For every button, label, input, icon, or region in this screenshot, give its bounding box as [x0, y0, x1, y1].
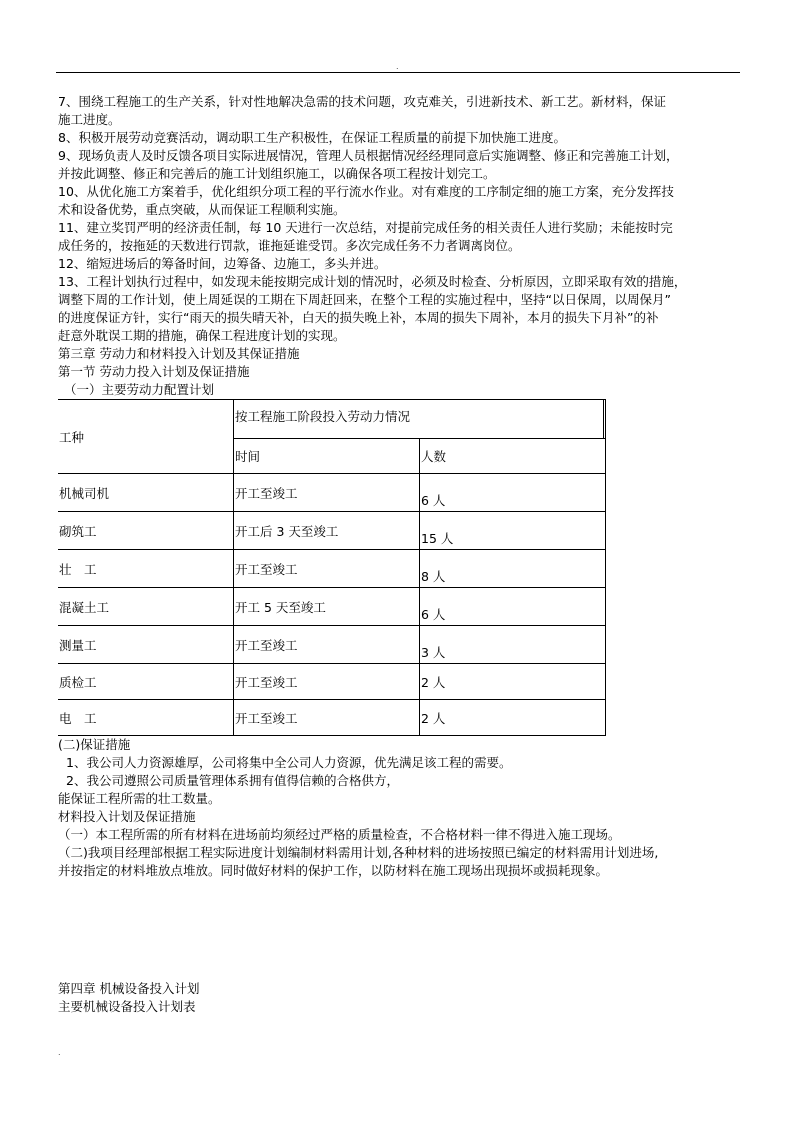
cell-type: 壮 工	[58, 550, 234, 588]
col-header-group	[234, 400, 606, 439]
text-line: 并按此调整、修正和完善后的施工计划组织施工，以确保各项工程按计划完工。	[58, 166, 496, 181]
cell-count: 3 人	[420, 626, 606, 664]
cell-count: 2 人	[420, 700, 606, 736]
section-title: 材料投入计划及保证措施	[58, 809, 196, 824]
cell-count: 6 人	[420, 588, 606, 626]
table-header-row	[58, 400, 606, 439]
text-line: （二)我项目经理部根据工程实际进度计划编制材料需用计划,各种材料的进场按照已编定的材料需用计划进场,	[58, 845, 659, 860]
cell-time: 开工 5 天至竣工	[234, 588, 420, 626]
cell-time: 开工至竣工	[234, 626, 420, 664]
document-body	[58, 93, 740, 1016]
col-header-count: 人数	[420, 439, 606, 474]
text-line: 9、现场负责人及时反馈各项目实际进展情况，管理人员根据情况经经理同意后实施调整、修正和完善施工计划，	[58, 148, 679, 163]
table-row	[58, 512, 606, 550]
cell-type: 质检工	[58, 664, 234, 700]
text-line: 7、围绕工程施工的生产关系，针对性地解决急需的技术问题，攻克难关，引进新技术、新工艺。新材料，保证	[58, 94, 666, 109]
table-row	[58, 700, 606, 736]
cell-count: 15 人	[420, 512, 606, 550]
text-line: 8、积极开展劳动竞赛活动，调动职工生产积极性，在保证工程质量的前提下加快施工进度。	[58, 130, 566, 145]
cell-type: 测量工	[58, 626, 234, 664]
text-line: 2、我公司遵照公司质量管理体系拥有值得信赖的合格供方，	[66, 773, 399, 788]
text-line: 的进度保证方针，实行“雨天的损失晴天补，白天的损失晚上补，本周的损失下周补，本月的损失下月补”的补	[58, 310, 659, 325]
spacer	[58, 880, 740, 980]
header-mark: .	[396, 62, 399, 71]
subsection-title: （一）主要劳动力配置计划	[64, 382, 215, 397]
table-row	[58, 474, 606, 512]
col-header-type: 工种	[58, 400, 234, 474]
section-title: 第一节 劳动力投入计划及保证措施	[58, 364, 250, 379]
cell-time: 开工至竣工	[234, 664, 420, 700]
cell-time: 开工至竣工	[234, 550, 420, 588]
cell-count: 2 人	[420, 664, 606, 700]
text-line: 13、工程计划执行过程中，如发现未能按期完成计划的情况时，必须及时检查、分析原因，立即采取有效的措施，	[58, 274, 687, 289]
cell-count: 8 人	[420, 550, 606, 588]
cell-time: 开工后 3 天至竣工	[234, 512, 420, 550]
cell-type: 机械司机	[58, 474, 234, 512]
cell-time: 开工至竣工	[234, 474, 420, 512]
labor-table	[58, 399, 606, 736]
cell-type: 砌筑工	[58, 512, 234, 550]
text-line: 并按指定的材料堆放点堆放。同时做好材料的保护工作，以防材料在施工现场出现损坏或损耗现象。	[58, 863, 609, 878]
chapter-title: 第三章 劳动力和材料投入计划及其保证措施	[58, 346, 300, 361]
text-line: 调整下周的工作计划，使上周延误的工期在下周赶回来，在整个工程的实施过程中，坚持“以日保周，以周保月”	[58, 292, 671, 307]
text-line: 术和设备优势，重点突破，从而保证工程顺利实施。	[58, 202, 346, 217]
text-line: 施工进度。	[58, 112, 121, 127]
col-header-time: 时间	[234, 439, 420, 474]
cell-type: 电 工	[58, 700, 234, 736]
text-line: 能保证工程所需的壮工数量。	[58, 791, 221, 806]
text-line: 1、我公司人力资源雄厚，公司将集中全公司人力资源，优先满足该工程的需要。	[66, 755, 512, 770]
table-row	[58, 664, 606, 700]
chapter-title: 第四章 机械设备投入计划	[58, 981, 200, 996]
text-line: 11、建立奖罚严明的经济责任制，每 10 天进行一次总结，对提前完成任务的相关责任人进行奖励；未能按时完	[58, 220, 673, 235]
header-rule	[56, 72, 740, 73]
table-row	[58, 550, 606, 588]
text-line: 赶意外耽误工期的措施，确保工程进度计划的实现。	[58, 328, 346, 343]
cell-count: 6 人	[420, 474, 606, 512]
table-row	[58, 626, 606, 664]
footer-mark: .	[58, 1048, 61, 1057]
col-header-group-label: 按工程施工阶段投入劳动力情况	[235, 400, 604, 438]
cell-time: 开工至竣工	[234, 700, 420, 736]
text-line: 12、缩短进场后的筹备时间，边筹备、边施工，多头并进。	[58, 256, 387, 271]
cell-type: 混凝土工	[58, 588, 234, 626]
table-row	[58, 588, 606, 626]
text-line: （一）本工程所需的所有材料在进场前均须经过严格的质量检查，不合格材料一律不得进入施工现场。	[58, 827, 621, 842]
text-line: 成任务的，按拖延的天数进行罚款，谁拖延谁受罚。多次完成任务不力者调离岗位。	[58, 238, 521, 253]
subsection-title: (二)保证措施	[58, 737, 131, 752]
text-line: 10、从优化施工方案着手，优化组织分项工程的平行流水作业。对有难度的工序制定细的施工方案，充分发挥技	[58, 184, 674, 199]
section-title: 主要机械设备投入计划表	[58, 999, 196, 1014]
